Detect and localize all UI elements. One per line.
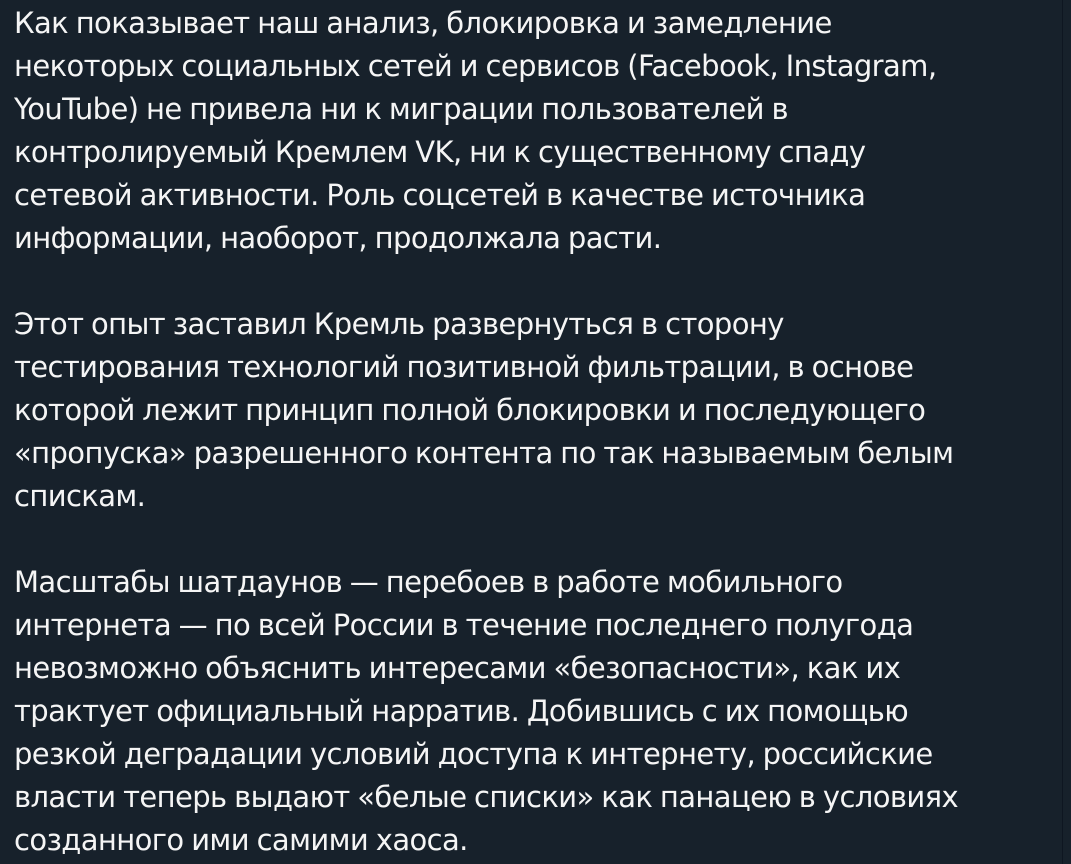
text-line: созданного ими самими хаоса. <box>14 823 468 857</box>
message-paragraph-1 <box>14 2 1054 260</box>
text-line: некоторых социальных сетей и сервисов (Facebook, Instagram, <box>14 49 937 83</box>
text-line: спискам. <box>14 479 146 513</box>
text-line: трактует официальный нарратив. Добившись с их помощью <box>14 694 909 728</box>
text-line: которой лежит принцип полной блокировки и последующего <box>14 393 926 427</box>
message-paragraph-2 <box>14 303 1054 518</box>
text-line: YouTube) не привела ни к миграции пользователей в <box>14 92 788 126</box>
text-line: «пропуска» разрешенного контента по так называемым белым <box>14 436 954 470</box>
text-line: Как показывает наш анализ, блокировка и замедление <box>14 6 832 40</box>
text-line: контролируемый Кремлем VK, ни к существенному спаду <box>14 135 866 169</box>
text-line: Этот опыт заставил Кремль развернуться в сторону <box>14 307 784 341</box>
text-line: интернета — по всей России в течение последнего полугода <box>14 608 914 642</box>
text-line: невозможно объяснить интересами «безопасности», как их <box>14 651 901 685</box>
text-line: власти теперь выдают «белые списки» как панацею в условиях <box>14 780 959 814</box>
scrollbar[interactable] <box>1062 0 1071 864</box>
text-line: резкой деградации условий доступа к интернету, российские <box>14 737 933 771</box>
text-line: Масштабы шатдаунов — перебоев в работе мобильного <box>14 565 843 599</box>
text-line: сетевой активности. Роль соцсетей в качестве источника <box>14 178 866 212</box>
message-text <box>14 2 1054 864</box>
text-line: тестирования технологий позитивной фильтрации, в основе <box>14 350 914 384</box>
message-paragraph-3 <box>14 561 1054 862</box>
text-line: информации, наоборот, продолжала расти. <box>14 221 662 255</box>
